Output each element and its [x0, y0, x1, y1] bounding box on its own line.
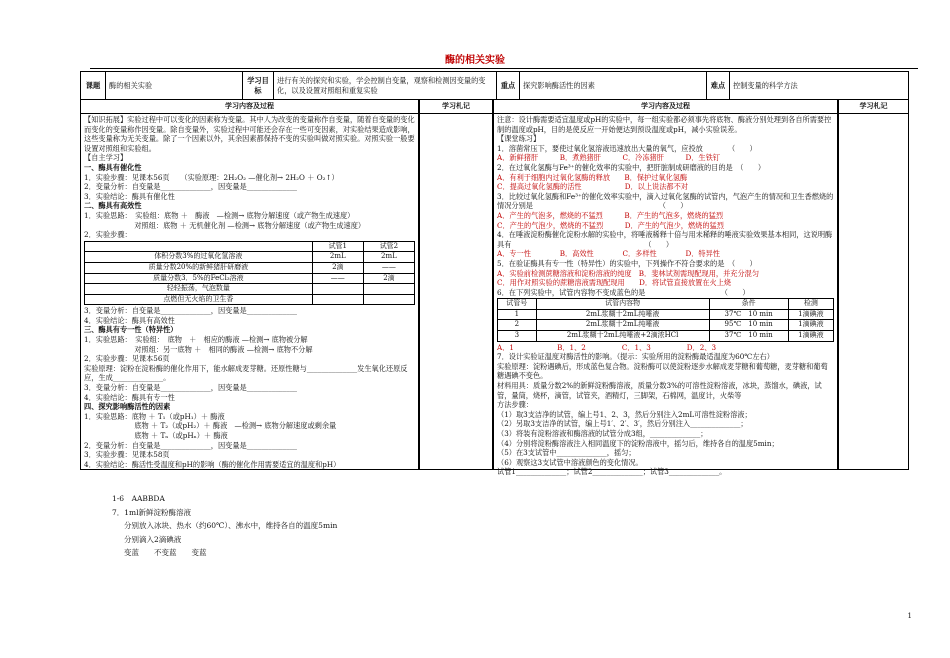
question-4-options: A．专一性 B．高效性 C．多样性 D．特异性: [497, 249, 720, 259]
question-7-step-5: （5）在3支试管中______________，摇匀；: [497, 448, 636, 458]
section-specificity: 三、酶具有专一性（特异性）: [84, 325, 178, 335]
question-4: 4．在唾液淀粉酶催化淀粉水解的实验中，将唾液稀释十倍与用未稀释的唾液实验效果基本相同，这说明酶具有 （ ）: [497, 230, 833, 249]
right-content-panel: [493, 114, 838, 477]
table-cell: 37℃ 10 min: [709, 331, 788, 342]
question-5-options-ab: A．实验前检测蔗糖溶液和淀粉溶液的纯度 B．斐林试剂需现配现用，并充分混匀: [497, 268, 760, 278]
efficiency-steps: 2．实验步骤：: [84, 230, 132, 240]
catalysis-variable: 2．变量分析：自变量是______________，因变量是______________: [84, 182, 298, 192]
question-7-result: 试管1______________；试管2______________；试管3______________。: [497, 467, 727, 477]
section-catalysis: 一、酶具有催化性: [84, 162, 142, 172]
header-table: [80, 71, 909, 100]
question-2-options-ab: A．有利于细胞内过氧化氢酶的释放 B．保护过氧化氢酶: [497, 172, 688, 182]
table-cell: 2mL: [363, 252, 414, 263]
question-5: 5．在验证酶具有专一性（特异性）的实验中，下列操作不符合要求的是 （ ）: [497, 258, 757, 268]
table-cell: 2: [498, 320, 537, 331]
table-cell: 1滴碘液: [788, 320, 833, 331]
table-header: 试管1: [312, 241, 363, 252]
attention-note: 注意：设计酶需要适宜温度或pH的实验中，每一组实验都必须事先将底物、酶液分别处理到各自所需要控制的温度或pH，目的是使反应一开始便达到预设温度或pH，减小实验误差。: [497, 115, 832, 134]
right-notes-panel: [838, 114, 909, 470]
right-notes-header: 学习札记: [838, 99, 909, 114]
question-7-step-6: （6）观察这3支试管中溶液颜色的变化情况。: [497, 457, 643, 467]
question-7-materials: 材料用具：质量分数2%的新鲜淀粉酶溶液，质量分数3%的可溶性淀粉溶液，冰块，蒸馏水，碘液，试管，量筒，烧杯，滴管，试管夹，酒精灯，三脚架，石棉网，温度计，火柴等: [497, 381, 822, 400]
table-cell: 2mL浆糊十2mL纯唾液+2滴浓HCl: [536, 331, 709, 342]
table-cell: 1: [498, 309, 537, 320]
question-7: 7．设计实验证温度对酶活性的影响。（提示：实验所用的淀粉酶最适温度为60℃左右）: [497, 352, 774, 362]
efficiency-table: [84, 241, 415, 306]
table-cell: 2mL浆糊十2mL纯唾液: [536, 320, 709, 331]
table-cell: [312, 284, 363, 295]
catalysis-step: 1．实验步骤：见课本56页 （实验原理：2H₂O₂ —催化剂→ 2H₂O ＋ O₂↑）: [84, 172, 339, 182]
key-label: 重点: [497, 72, 520, 100]
left-notes-panel: [419, 114, 493, 470]
activity-idea-2: 底物 ＋ T₂（或pH₂）＋ 酶液 —检测→ 底物分解速度或剩余量: [84, 421, 337, 431]
right-content-header: 学习内容及过程: [493, 99, 838, 114]
efficiency-conclusion: 4．实验结论：酶具有高效性: [84, 315, 175, 325]
section-efficiency: 二、酶具有高效性: [84, 201, 142, 211]
page-number: 1: [907, 612, 912, 620]
table-header: 试管号: [498, 299, 537, 310]
question-3-options-cd: C．产生的气泡少，燃烧的不猛烈 D．产生的气泡少，燃烧的猛烈: [497, 220, 724, 230]
table-cell: 37℃ 10 min: [709, 309, 788, 320]
table-header: 试管2: [363, 241, 414, 252]
table-cell: 3: [498, 331, 537, 342]
difficulty-label: 难点: [707, 72, 730, 100]
table-cell: 1滴碘液: [788, 309, 833, 320]
self-study-heading: 【自主学习】: [84, 153, 128, 163]
table-cell: 点燃但无火焰的卫生香: [85, 294, 313, 305]
page-title: 酶的相关实验: [445, 55, 505, 66]
activity-steps: 3．实验步骤：见课本58页: [84, 450, 170, 460]
table-header: 试管内容物: [536, 299, 709, 310]
question-6-options: A．1 B．1、2 C．1、3 D．2、3: [497, 342, 717, 352]
question-3-options-ab: A．产生的气泡多，燃烧的不猛烈 B．产生的气泡多，燃烧的猛烈: [497, 210, 724, 220]
practice-heading: 【课堂练习】: [497, 134, 541, 144]
table-cell: [312, 294, 363, 305]
topic-value: 酶的相关实验: [106, 72, 243, 100]
table-cell: 95℃ 10 min: [709, 320, 788, 331]
question-3: 3．比较过氧化氢酶和Fe³⁺的催化效率实验中，滴入过氧化氢酶的试管内，气泡产生的情况和卫生香燃烧的情况分别是 （ ）: [497, 191, 834, 211]
activity-idea-1: 1．实验思路：底物 ＋ T₁（或pH₁）＋ 酶液: [84, 411, 225, 421]
table-cell: 2mL: [312, 252, 363, 263]
table-cell: 2滴: [363, 273, 414, 284]
activity-conclusion: 4．实验结论：酶活性受温度和pH的影响（酶的催化作用需要适宜的温度和pH）: [84, 459, 341, 469]
left-content-panel: [80, 114, 419, 470]
difficulty-value: 控制变量的科学方法: [730, 72, 909, 100]
table-cell: ——: [312, 273, 363, 284]
question-7-steps-heading: 方法步骤：: [497, 400, 533, 410]
left-notes-header: 学习札记: [419, 99, 493, 114]
question-7-step-2: （2）另取3支洁净的试管，编上号1′、2′、3′，然后分别注入______________；: [497, 419, 748, 429]
specificity-conclusion: 4．实验结论：酶具有专一性: [84, 392, 175, 402]
specificity-idea-exp: 1．实验思路： 实验组： 底物 ＋ 相应的酶液 —检测→ 底物被分解: [84, 335, 308, 345]
goal-value: 进行有关的探究和实验，学会控制自变量，观察和检测因变量的变化，以及设置对照组和重复实验: [274, 72, 497, 100]
answer-line: 7．1ml新鲜淀粉酶溶液: [112, 507, 192, 517]
question-6: 6．在下列实验中，试管内容物不变成蓝色的是 （ ）: [497, 287, 750, 297]
question-7-principle: 实验原理：淀粉遇碘后，形成蓝色复合物。淀粉酶可以使淀粉逐步水解成麦芽糖和葡萄糖，麦芽糖和葡萄糖遇碘不变色。: [497, 361, 828, 381]
table-cell: 质量分数3．5%的FeCl₃溶液: [85, 273, 313, 284]
specificity-steps: 2．实验步骤：见课本56页: [84, 354, 170, 364]
catalysis-conclusion: 3．实验结论：酶具有催化性: [84, 191, 175, 201]
activity-idea-n: 底物 ＋ Tₙ（或pHₙ）＋ 酶液: [84, 431, 228, 440]
efficiency-idea-ctrl: 对照组：底物 ＋ 无机催化剂 —检测→ 底物分解速度（或产物生成速度）: [84, 220, 366, 230]
specificity-principle: 实验原理：淀粉在淀粉酶的催化作用下，能水解成麦芽糖。还原性糖与______________发生氧化还原反应，生成______________。: [84, 363, 408, 383]
section-activity-factors: 四、探究影响酶活性的因素: [84, 402, 171, 412]
table-header: 条件: [709, 299, 788, 310]
question-5-options-cd: C．用作对照实验的蔗糖溶液需现配现用 D．将试管直接放置在火上烧: [497, 278, 732, 288]
table-header: 检测: [788, 299, 833, 310]
activity-variable: 2．变量分析：自变量是______________，因变量是______________: [84, 440, 298, 450]
question-2-options-cd: C．提高过氧化氢酶的活性 D．以上说法都不对: [497, 182, 688, 192]
topic-label: 课题: [81, 72, 106, 100]
question-7-step-3: （3）将装有淀粉溶液和酶溶液的试管分成3组，______________；: [497, 429, 708, 438]
question-7-step-4: （4）分别将淀粉酶溶液注入相同温度下的淀粉溶液中，摇匀后，维持各自的温度5min；: [497, 438, 779, 448]
table-cell: 轻轻振荡，气泡数量: [85, 284, 313, 295]
specificity-variable: 3．变量分析：自变量是______________，因变量是______________: [84, 383, 298, 393]
answer-line: 变蓝 不变蓝 变蓝: [124, 548, 207, 557]
efficiency-variable: 3．变量分析：自变量是______________，因变量是______________: [84, 306, 298, 316]
efficiency-idea-exp: 1．实验思路： 实验组：底物 ＋ 酶液 —检测→ 底物分解速度（或产物生成速度）: [84, 210, 355, 220]
key-value: 探究影响酶活性的因素: [520, 72, 707, 100]
left-content-header: 学习内容及过程: [80, 99, 419, 114]
table-cell: 质量分数20%的新鲜猪肝研磨液: [85, 262, 313, 273]
answer-line: 分别放入冰块、热水（约60℃）、沸水中，维持各自的温度5min: [124, 521, 338, 530]
table-header: [85, 241, 313, 252]
specificity-idea-ctrl: 对照组：另一底物 ＋ 相同的酶液 —检测→ 底物不分解: [84, 344, 313, 354]
knowledge-expand: 【知识拓展】实验过程中可以变化的因素称为变量。其中人为改变的变量称作自变量，随着自变量的变化而变化的变量称作因变量。除自变量外，实验过程中可能还会存在一些可变因素，对实验结果造成影响，这些变量称为无关变量。除了一个因素以外，其余因素都保持不变的实验叫做对照实验。对照实验一般要设置对照组和实验组。: [84, 115, 415, 153]
question-6-table: [497, 298, 834, 341]
table-cell: [363, 284, 414, 295]
table-cell: [363, 294, 414, 305]
question-2: 2．在过氧化氢酶与Fe³⁺的催化效率的实验中，把肝脏制成研磨液的目的是 （ ）: [497, 162, 766, 172]
table-cell: 2滴: [312, 262, 363, 273]
answer-line: 1-6 AABBDA: [112, 494, 165, 503]
title-rule: [90, 68, 918, 69]
question-7-step-1: （1）取3支洁净的试管，编上号1、2、3，然后分别注入2mL可溶性淀粉溶液；: [497, 409, 752, 419]
table-cell: 体积分数3%的过氧化氢溶液: [85, 252, 313, 263]
table-cell: ——: [363, 262, 414, 273]
table-cell: 1滴碘液: [788, 331, 833, 342]
question-1: 1．溶菌常压下，要使过氧化氢溶液迅速放出大量的氧气，应投放 （ ）: [497, 143, 757, 153]
table-cell: 2mL浆糊十2mL纯唾液: [536, 309, 709, 320]
question-1-options: A．新鲜猪肝 B．煮熟猪肝 C．冷冻猪肝 D．生铁钉: [497, 153, 720, 163]
answers-block: [112, 492, 337, 560]
goal-label: 学习目标: [243, 72, 274, 100]
answer-line: 分别滴入2滴碘液: [124, 534, 182, 544]
